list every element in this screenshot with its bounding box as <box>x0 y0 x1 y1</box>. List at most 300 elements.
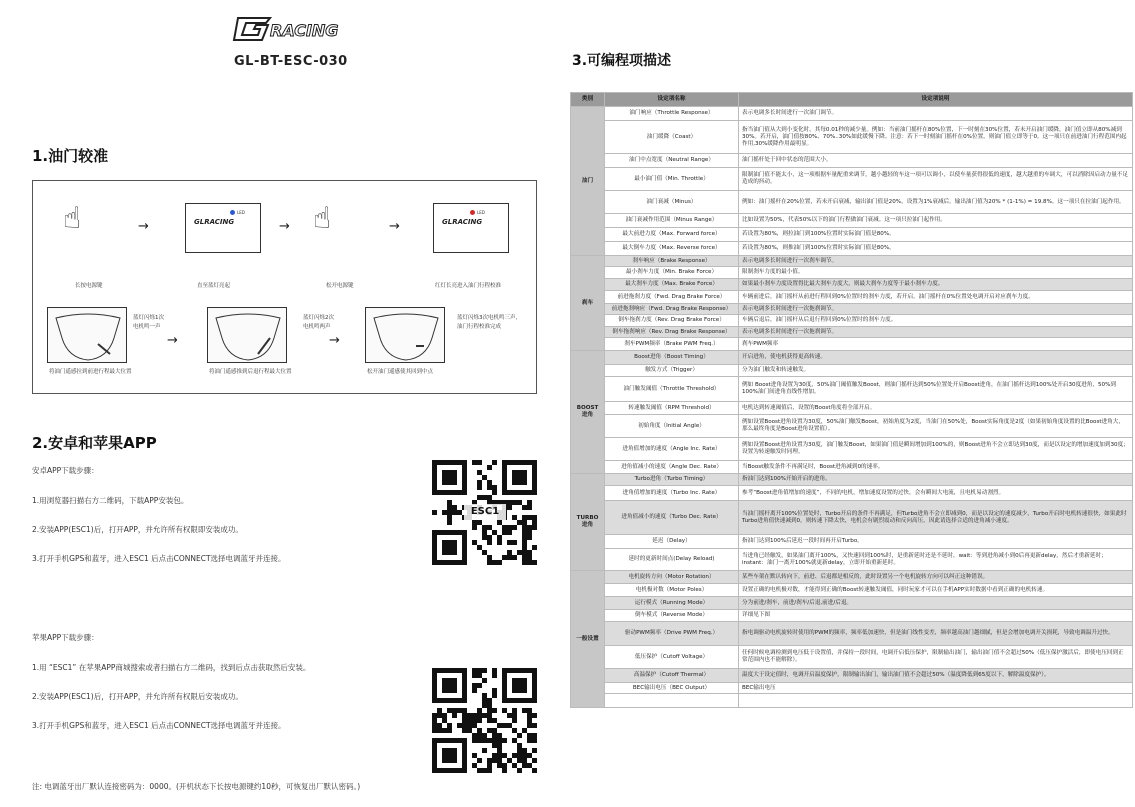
setting-name: Turbo进角（Turbo Timing） <box>605 474 739 486</box>
qr-module <box>497 733 502 738</box>
setting-name: 最大刹车力度（Max. Brake Force） <box>605 279 739 291</box>
setting-name: 油门响应（Throttle Response） <box>605 107 739 121</box>
setting-description: 若设置为80%，则推油门到100%位置时实际油门值是80%。 <box>739 242 1133 256</box>
step-2-caption: 直至蓝灯亮起 <box>197 283 231 289</box>
table-row <box>571 256 1133 267</box>
qr-module <box>532 525 537 530</box>
qr-module <box>502 555 507 560</box>
qr-module <box>447 520 452 525</box>
qr-module <box>477 728 482 733</box>
setting-name: 进角值减小的速度（Turbo Dec. Rate） <box>605 501 739 535</box>
qr-module <box>477 718 482 723</box>
qr-module <box>492 693 497 698</box>
table-row <box>571 365 1133 377</box>
qr-module <box>482 668 487 673</box>
android-step-3: 3.打开手机GPS和蓝牙，进入ESC1 后点击CONNECT选择电调蓝牙并连接。 <box>32 554 286 563</box>
qr-module <box>472 688 477 693</box>
setting-name: 进角值增加的速度（Turbo Inc. Rate） <box>605 486 739 501</box>
qr-module <box>477 768 482 773</box>
qr-module <box>442 510 447 515</box>
qr-module <box>472 525 477 530</box>
setting-description: 表示电调多长时间进行一次油门调节。 <box>739 107 1133 121</box>
setting-name: 最小刹车力度（Min. Brake Force） <box>605 267 739 279</box>
qr-module <box>517 520 522 525</box>
setting-description: 比如设置为50%，代表50%以下的油门行程做油门衰减。这一项只拉油门起作用。 <box>739 214 1133 228</box>
setting-name: 驱动PWM频率（Drive PWM Freq.） <box>605 622 739 646</box>
qr-module <box>437 723 442 728</box>
arrow-right-icon: → <box>138 219 149 234</box>
qr-module <box>502 708 507 713</box>
qr-module <box>527 733 532 738</box>
led-label: LED <box>237 210 245 215</box>
qr-module <box>447 505 452 510</box>
setting-name: 触发方式（Trigger） <box>605 365 739 377</box>
blue-led-icon <box>230 210 235 215</box>
qr-module <box>477 668 482 673</box>
qr-module <box>472 668 477 673</box>
qr-module <box>522 525 527 530</box>
qr-module <box>497 723 502 728</box>
setting-description: 指油门达到100%开始开启的进角。 <box>739 474 1133 486</box>
qr-module <box>492 753 497 758</box>
qr-module <box>482 495 487 500</box>
qr-module <box>497 758 502 763</box>
table-row <box>571 501 1133 535</box>
red-led-icon <box>470 210 475 215</box>
qr-module <box>492 718 497 723</box>
setting-description: 当油门摇杆离开100%位置处时，Turbo开启的条件不再满足，但Turbo进角不会立即减到0，而是以设定的速度减少，Turbo开启时电机转速很快，如果此时Turbo进角值快速减到0，则转速下降太快，电机会有剧烈震动和反向高压，因此请选择合适的进角减小速度。 <box>739 501 1133 535</box>
table-row <box>571 622 1133 646</box>
qr-module <box>527 753 532 758</box>
qr-module <box>467 723 472 728</box>
qr-module <box>487 560 492 565</box>
qr-module <box>457 723 462 728</box>
qr-module <box>477 485 482 490</box>
category-cell: 一般设置 <box>571 571 605 708</box>
qr-module <box>517 768 522 773</box>
qr-module <box>447 723 452 728</box>
qr-module <box>432 723 437 728</box>
qr-module <box>442 713 447 718</box>
header-desc: 设定项说明 <box>739 93 1133 107</box>
setting-name: 延时的更新时间点(Delay Reload) <box>605 549 739 571</box>
qr-module <box>522 550 527 555</box>
qr-module <box>457 510 462 515</box>
qr-module <box>497 520 502 525</box>
qr-module <box>492 708 497 713</box>
board-brand: GLRACING <box>442 218 483 226</box>
qr-module <box>507 540 512 545</box>
board-brand: GLRACING <box>194 218 235 226</box>
setting-name: BEC输出电压（BEC Output） <box>605 683 739 694</box>
qr-module <box>492 530 497 535</box>
qr-module <box>527 535 532 540</box>
apple-heading: 苹果APP下载步骤： <box>32 633 99 642</box>
qr-module <box>487 728 492 733</box>
qr-module <box>462 723 467 728</box>
qr-module <box>532 733 537 738</box>
qr-module <box>517 758 522 763</box>
qr-module <box>527 515 532 520</box>
qr-module <box>502 768 507 773</box>
qr-module <box>462 718 467 723</box>
table-row <box>571 377 1133 402</box>
qr-module <box>447 500 452 505</box>
setting-description: 车辆前进后，油门摇杆从前进行程回到0%位置时的刹车力度，若开启，油门摇杆在0%位置处电调开启对应刹车力度。 <box>739 291 1133 304</box>
android-heading: 安卓APP下载步骤： <box>32 466 99 475</box>
qr-module <box>492 560 497 565</box>
table-row <box>571 214 1133 228</box>
qr-module <box>452 713 457 718</box>
qr-module <box>477 520 482 525</box>
qr-module <box>432 510 437 515</box>
setting-name: 运行模式（Running Mode） <box>605 597 739 610</box>
qr-module <box>487 485 492 490</box>
table-row <box>571 584 1133 597</box>
transmitter-reverse <box>207 307 287 363</box>
qr-module <box>522 520 527 525</box>
qr-module <box>487 698 492 703</box>
qr-module <box>527 708 532 713</box>
qr-module <box>522 763 527 768</box>
qr-module <box>522 555 527 560</box>
qr-module <box>477 673 482 678</box>
table-row <box>571 535 1133 549</box>
setting-description: 电机达到转速阈值后，设置的Boost角度将全部开启。 <box>739 402 1133 415</box>
qr-module <box>502 738 507 743</box>
qr-module <box>487 480 492 485</box>
section-1-title: 1.油门较准 <box>32 147 109 165</box>
table-row <box>571 327 1133 338</box>
android-step-1: 1.用浏览器扫描右方二维码，下载APP安装包。 <box>32 496 189 505</box>
header-category: 类别 <box>571 93 605 107</box>
table-row <box>571 461 1133 474</box>
qr-module <box>477 738 482 743</box>
qr-module <box>527 550 532 555</box>
qr-module <box>532 768 537 773</box>
qr-module <box>502 525 507 530</box>
qr-module <box>472 718 477 723</box>
qr-finder <box>442 748 457 763</box>
table-row <box>571 279 1133 291</box>
qr-module <box>522 535 527 540</box>
qr-module <box>482 693 487 698</box>
setting-name: 延迟（Delay） <box>605 535 739 549</box>
setting-name: 高温保护（Cutoff Thermal） <box>605 669 739 683</box>
qr-module <box>507 723 512 728</box>
arrow-right-icon: → <box>329 333 340 348</box>
setting-name: 油门中点宽度（Neutral Range） <box>605 154 739 168</box>
qr-module <box>487 763 492 768</box>
table-row <box>571 351 1133 365</box>
setting-description: 设置正确的电机极对数，才能得到正确的Boost转速触发阈值，同时玩家才可以在手机APP实时数据中看到正确的电机转速。 <box>739 584 1133 597</box>
qr-module <box>447 728 452 733</box>
table-row <box>571 121 1133 154</box>
table-row <box>571 694 1133 708</box>
qr-module <box>477 708 482 713</box>
table-row <box>571 242 1133 256</box>
table-row <box>571 646 1133 669</box>
setting-name: 刹车PWM频率（Brake PWM Freq.） <box>605 338 739 351</box>
step-4-caption: 红灯长亮进入油门行程校准 <box>435 283 502 289</box>
setting-description: BEC输出电压 <box>739 683 1133 694</box>
qr-module <box>512 500 517 505</box>
step-3-caption: 松开电源键 <box>326 283 354 289</box>
setting-description: 例如设置Boost进角设置为30度，油门触发Boost，如果油门值是瞬间增加到100%的，则Boost进角不会立即达到30度，而是以设定的增加速度加到30度；设置为转速触发时同理。 <box>739 438 1133 461</box>
qr-module <box>457 708 462 713</box>
qr-module <box>492 490 497 495</box>
setting-description: 油门摇杆处于回中状态的范围大小。 <box>739 154 1133 168</box>
qr-module <box>522 758 527 763</box>
qr-module <box>492 743 497 748</box>
qr-module <box>472 738 477 743</box>
setting-name: Boost进角（Boost Timing） <box>605 351 739 365</box>
qr-module <box>497 560 502 565</box>
qr-module <box>437 708 442 713</box>
qr-module <box>512 763 517 768</box>
qr-module <box>527 555 532 560</box>
qr-module <box>532 723 537 728</box>
caption-reverse: 将油门遥感推到后退行程最大位置 <box>209 369 292 375</box>
setting-name: 电机旋转方向（Motor Rotation） <box>605 571 739 584</box>
qr-module <box>522 753 527 758</box>
led-label: LED <box>477 210 485 215</box>
qr-finder <box>512 678 527 693</box>
setting-name: 刹车响应（Brake Response） <box>605 256 739 267</box>
qr-module <box>517 753 522 758</box>
qr-module <box>467 728 472 733</box>
table-row <box>571 315 1133 327</box>
qr-module <box>487 768 492 773</box>
setting-name: 倒车拖刹力度（Rev. Drag Brake Force） <box>605 315 739 327</box>
table-row <box>571 338 1133 351</box>
note-a2: 电机鸣一声 <box>133 324 161 330</box>
setting-name: 进角值减小的速度（Angle Dec. Rate） <box>605 461 739 474</box>
setting-name: 油门触发阈值（Throttle Threshold） <box>605 377 739 402</box>
programmable-items-table <box>570 92 1133 708</box>
setting-name: 最大倒车力度（Max. Reverse force） <box>605 242 739 256</box>
qr-module <box>487 535 492 540</box>
qr-module <box>502 530 507 535</box>
apple-qr-code[interactable] <box>432 668 537 773</box>
qr-module <box>527 560 532 565</box>
qr-module <box>482 768 487 773</box>
qr-module <box>497 738 502 743</box>
qr-module <box>432 728 437 733</box>
qr-module <box>522 515 527 520</box>
setting-description: 某些车架在默认转向下，前进、后退都是相反的，此时设置另一个电机旋转方向可以纠正这种错误。 <box>739 571 1133 584</box>
transmitter-neutral <box>365 307 445 363</box>
qr-module <box>512 515 517 520</box>
section-2-title: 2.安卓和苹果APP <box>32 434 157 452</box>
qr-module <box>477 495 482 500</box>
qr-module <box>472 753 477 758</box>
qr-finder <box>442 470 457 485</box>
qr-module <box>512 708 517 713</box>
table-row <box>571 168 1133 191</box>
setting-description: 分为前进/刹车，前进/刹车/后退,前进/后退。 <box>739 597 1133 610</box>
qr-module <box>452 505 457 510</box>
qr-label: ESC1 <box>464 504 506 520</box>
qr-module <box>487 758 492 763</box>
qr-module <box>487 540 492 545</box>
qr-module <box>522 748 527 753</box>
setting-name: 前进拖刹响应（Fwd. Drag Brake Response） <box>605 304 739 315</box>
qr-module <box>472 713 477 718</box>
setting-description: 限制刹车力度的最小值。 <box>739 267 1133 279</box>
qr-module <box>517 748 522 753</box>
qr-module <box>492 758 497 763</box>
setting-description: 例如 Boost进角设置为30度，50%油门阈值触发Boost，则油门摇杆达到50%位置处开启Boost进角，在油门摇杆达到100%处开启30度进角，50%到100%油门间进角直线性增加。 <box>739 377 1133 402</box>
qr-module <box>487 525 492 530</box>
qr-module <box>497 748 502 753</box>
setting-description: 任何时候电调检测到电压低于设置值，并保持一段时间，电调开启低压保护，限制输出油门，输出油门值不会超过50%（低压保护激活后，即使电压回到正常范围内也不能解除）。 <box>739 646 1133 669</box>
gl-racing-logo <box>230 14 360 44</box>
note-b: 蓝灯闪烁2次 <box>303 315 334 321</box>
note-c2: 油门行程校准完成 <box>457 324 502 330</box>
section-3-title: 3.可编程项描述 <box>572 53 672 69</box>
android-qr-code[interactable] <box>432 460 537 565</box>
qr-module <box>502 753 507 758</box>
qr-module <box>432 718 437 723</box>
setting-description: 例如设置Boost进角设置为30度，50%油门触发Boost，初始角度为2度，当油门在50%处，Boost实际角度是2度（如果初始角度设置的比Boost进角大，那么最终角度是Boost进角设置值）。 <box>739 415 1133 438</box>
qr-module <box>477 480 482 485</box>
qr-module <box>527 763 532 768</box>
table-row <box>571 571 1133 584</box>
qr-module <box>492 668 497 673</box>
qr-module <box>482 713 487 718</box>
table-row <box>571 683 1133 694</box>
qr-module <box>527 505 532 510</box>
qr-module <box>472 683 477 688</box>
qr-module <box>467 718 472 723</box>
qr-finder <box>442 678 457 693</box>
setting-name: 转速触发阈值（RPM Threshold） <box>605 402 739 415</box>
qr-module <box>527 738 532 743</box>
esc-board <box>433 203 509 253</box>
note-c: 蓝灯闪烁3次电机鸣三声, <box>457 315 518 321</box>
qr-module <box>512 525 517 530</box>
table-row <box>571 402 1133 415</box>
qr-module <box>442 718 447 723</box>
setting-description: 表示电调多长时间进行一次刹车调节。 <box>739 256 1133 267</box>
setting-description: 指电调驱动电机旋转时使用的PWM的频率，频率低加速快，但是油门线性变差，频率越高油门越细腻，但是会增加电调开关损耗，导致电调温升过快。 <box>739 622 1133 646</box>
qr-module <box>472 763 477 768</box>
qr-module <box>432 713 437 718</box>
setting-description: 如果最小刹车力度设置得比最大刹车力度大，则最大刹车力度等于最小刹车力度。 <box>739 279 1133 291</box>
qr-module <box>497 540 502 545</box>
qr-module <box>462 708 467 713</box>
qr-module <box>522 708 527 713</box>
setting-description: 当进角已经触发，如果油门离开100%，又快速回到100%时，是重新延时还是不延时，wait：等到进角减小到0后再更新delay，然后才重新延时；instant：油门一离开100%就更新delay，立即开始重新延时。 <box>739 549 1133 571</box>
qr-module <box>522 728 527 733</box>
table-row <box>571 228 1133 242</box>
qr-module <box>507 555 512 560</box>
setting-name: 油门缓降（Coast） <box>605 121 739 154</box>
qr-module <box>502 763 507 768</box>
qr-module <box>437 713 442 718</box>
qr-module <box>487 555 492 560</box>
setting-description: 刹车PWM频率 <box>739 338 1133 351</box>
esc-board <box>185 203 261 253</box>
table-row <box>571 597 1133 610</box>
setting-name: 低压保护（Cutoff Voltage） <box>605 646 739 669</box>
qr-module <box>482 703 487 708</box>
qr-module <box>497 763 502 768</box>
qr-module <box>472 460 477 465</box>
qr-module <box>492 688 497 693</box>
hand-press-icon: ☝ <box>63 201 82 236</box>
qr-module <box>532 713 537 718</box>
qr-module <box>472 723 477 728</box>
qr-module <box>492 733 497 738</box>
qr-module <box>492 673 497 678</box>
qr-module <box>522 540 527 545</box>
qr-module <box>487 718 492 723</box>
qr-module <box>477 545 482 550</box>
right-page <box>568 0 1135 807</box>
table-row <box>571 474 1133 486</box>
qr-module <box>507 525 512 530</box>
qr-module <box>527 500 532 505</box>
table-row <box>571 415 1133 438</box>
caption-neutral: 松开油门遥感使其回到中点 <box>367 369 434 375</box>
setting-name <box>605 694 739 708</box>
qr-module <box>527 530 532 535</box>
qr-module <box>477 460 482 465</box>
qr-module <box>492 728 497 733</box>
qr-module <box>472 733 477 738</box>
setting-description: 开启进角，使电机获得更高转速。 <box>739 351 1133 365</box>
setting-description: 详细见下图 <box>739 610 1133 622</box>
qr-module <box>532 748 537 753</box>
qr-module <box>482 698 487 703</box>
setting-description <box>739 694 1133 708</box>
qr-module <box>477 733 482 738</box>
qr-finder <box>442 540 457 555</box>
qr-module <box>512 713 517 718</box>
setting-name: 最大前进力度（Max. Forward force） <box>605 228 739 242</box>
qr-module <box>477 683 482 688</box>
qr-module <box>522 545 527 550</box>
left-page <box>0 0 560 807</box>
password-note: 注: 电调蓝牙出厂默认连接密码为：0000。(开机状态下长按电源键约10秒，可恢复出厂默认密码。) <box>32 782 361 791</box>
qr-module <box>512 555 517 560</box>
qr-module <box>497 535 502 540</box>
table-row <box>571 154 1133 168</box>
qr-module <box>482 738 487 743</box>
setting-description: 车辆后退后，油门摇杆从后退行程回到0%位置时的刹车力度。 <box>739 315 1133 327</box>
qr-module <box>492 738 497 743</box>
qr-module <box>472 540 477 545</box>
setting-name: 电机极对数（Motor Poles） <box>605 584 739 597</box>
qr-module <box>532 520 537 525</box>
setting-description: 表示电调多长时间进行一次拖刹调节。 <box>739 304 1133 315</box>
setting-name: 初始角度（Initial Angle） <box>605 415 739 438</box>
qr-module <box>482 535 487 540</box>
qr-module <box>532 758 537 763</box>
qr-module <box>437 728 442 733</box>
apple-step-3: 3.打开手机GPS和蓝牙，进入ESC1 后点击CONNECT选择电调蓝牙并连接。 <box>32 721 286 730</box>
qr-module <box>507 530 512 535</box>
qr-module <box>522 530 527 535</box>
qr-module <box>502 723 507 728</box>
category-cell: 油门 <box>571 107 605 256</box>
qr-module <box>527 525 532 530</box>
qr-module <box>507 550 512 555</box>
qr-module <box>512 738 517 743</box>
table-row <box>571 486 1133 501</box>
